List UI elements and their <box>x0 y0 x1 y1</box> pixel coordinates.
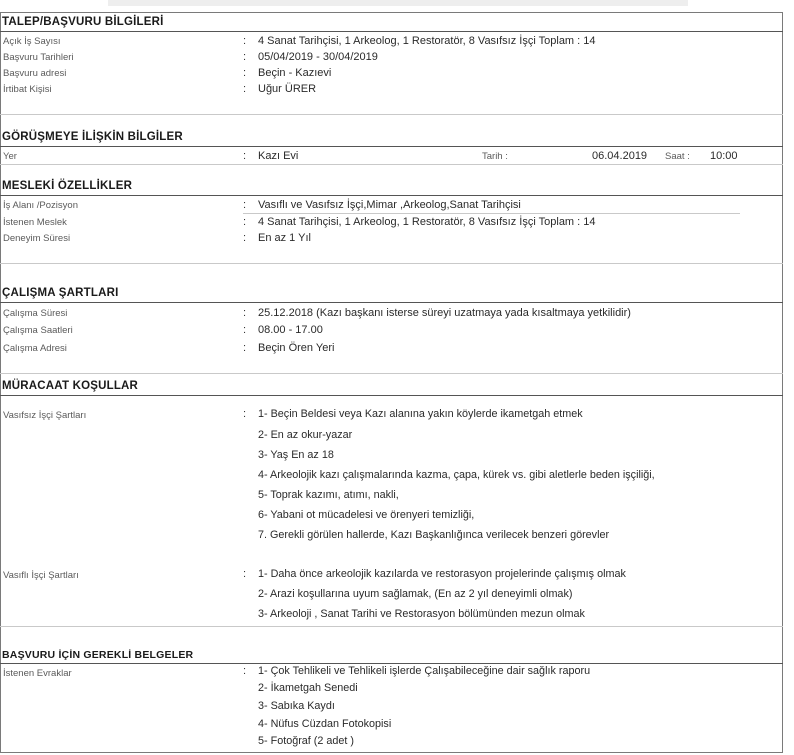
colon: : <box>243 67 247 79</box>
list-item: 2- En az okur-yazar <box>258 429 353 441</box>
section-divider <box>0 195 783 196</box>
field-value: 25.12.2018 (Kazı başkanı isterse süreyi uzatmaya yada kısaltmaya yetkilidir) <box>258 307 631 319</box>
calisma-row <box>0 322 783 338</box>
field-value: Kazı Evi <box>258 150 299 162</box>
vasifli-label: Vasıflı İşçi Şartları <box>3 570 79 581</box>
section-divider <box>0 395 783 396</box>
calisma-row <box>0 340 783 356</box>
list-item: 3- Sabıka Kaydı <box>258 700 335 712</box>
list-item: 4- Nüfus Cüzdan Fotokopisi <box>258 718 392 730</box>
field-value: 4 Sanat Tarihçisi, 1 Arkeolog, 1 Restoratör, 8 Vasıfsız İşçi Toplam : 14 <box>258 35 596 47</box>
field-value: 05/04/2019 - 30/04/2019 <box>258 51 378 63</box>
section-title-calisma: ÇALIŞMA ŞARTLARI <box>2 287 119 299</box>
meslek-row <box>0 197 783 213</box>
section-title-meslek: MESLEKİ ÖZELLİKLER <box>2 180 133 192</box>
scan-artifact-band <box>108 0 688 6</box>
section-title-gorusme: GÖRÜŞMEYE İLİŞKİN BİLGİLER <box>2 131 183 143</box>
field-label: Çalışma Saatleri <box>3 325 73 336</box>
colon: : <box>243 568 247 580</box>
list-item: 7. Gerekli görülen hallerde, Kazı Başkanlığınca verilecek benzeri görevler <box>258 529 610 541</box>
colon: : <box>243 342 247 354</box>
talep-row <box>0 81 783 97</box>
list-item: 1- Beçin Beldesi veya Kazı alanına yakın köylerde ikametgah etmek <box>258 408 583 420</box>
section-separator <box>0 164 783 165</box>
list-item: 5- Fotoğraf (2 adet ) <box>258 735 355 747</box>
colon: : <box>243 307 247 319</box>
section-title-talep: TALEP/BAŞVURU BİLGİLERİ <box>2 16 164 28</box>
colon: : <box>243 232 247 244</box>
talep-row <box>0 33 783 49</box>
colon: : <box>243 51 247 63</box>
meslek-row <box>0 214 783 230</box>
colon: : <box>243 83 247 95</box>
colon: : <box>243 150 247 162</box>
list-item: 6- Yabani ot mücadelesi ve örenyeri temizliği, <box>258 509 475 521</box>
date-label: Tarih : <box>482 151 508 162</box>
section-separator <box>0 263 783 264</box>
field-label: Açık İş Sayısı <box>3 36 61 47</box>
date-value: 06.04.2019 <box>592 150 648 162</box>
colon: : <box>243 199 247 211</box>
time-value: 10:00 <box>710 150 738 162</box>
field-value: Uğur ÜRER <box>258 83 317 95</box>
field-value: En az 1 Yıl <box>258 232 311 244</box>
field-value: 08.00 - 17.00 <box>258 324 323 336</box>
section-divider <box>0 146 783 147</box>
list-item: 2- Arazi koşullarına uyum sağlamak, (En az 2 yıl deneyimli olmak) <box>258 588 573 600</box>
colon: : <box>243 216 247 228</box>
section-divider <box>0 302 783 303</box>
vasifsiz-label: Vasıfsız İşçi Şartları <box>3 410 87 421</box>
field-label: Başvuru adresi <box>3 68 67 79</box>
time-label: Saat : <box>665 151 690 162</box>
field-label: Başvuru Tarihleri <box>3 52 74 63</box>
section-divider <box>0 663 783 664</box>
colon: : <box>243 324 247 336</box>
field-label: Çalışma Adresi <box>3 343 67 354</box>
field-label: İstenen Meslek <box>3 217 67 228</box>
list-item: 5- Toprak kazımı, atımı, nakli, <box>258 489 399 501</box>
list-item: 4- Arkeolojik kazı çalışmalarında kazma, çapa, kürek vs. gibi aletlerle beden işçiliği, <box>258 469 655 481</box>
field-label: İrtibat Kişisi <box>3 84 52 95</box>
section-divider <box>0 31 783 32</box>
evrak-label: İstenen Evraklar <box>3 668 72 679</box>
list-item: 3- Arkeoloji , Sanat Tarihi ve Restorasyon bölümünden mezun olmak <box>258 608 585 620</box>
field-label: Deneyim Süresi <box>3 233 71 244</box>
section-separator <box>0 373 783 374</box>
field-value: Beçin Ören Yeri <box>258 342 335 354</box>
section-separator <box>0 626 783 627</box>
section-title-belgeler: BAŞVURU İÇİN GEREKLİ BELGELER <box>2 649 194 661</box>
field-value: Vasıflı ve Vasıfsız İşçi,Mimar ,Arkeolog,Sanat Tarihçisi <box>258 199 521 211</box>
talep-row <box>0 65 783 81</box>
list-item: 2- İkametgah Senedi <box>258 682 358 694</box>
field-label: İş Alanı /Pozisyon <box>3 200 78 211</box>
list-item: 1- Daha önce arkeolojik kazılarda ve restorasyon projelerinde çalışmış olmak <box>258 568 626 580</box>
field-label: Yer <box>3 151 17 162</box>
field-label: Çalışma Süresi <box>3 308 68 319</box>
section-title-muracaat: MÜRACAAT KOŞULLAR <box>2 380 139 392</box>
gorusme-row <box>0 148 783 164</box>
talep-row <box>0 49 783 65</box>
list-item: 1- Çok Tehlikeli ve Tehlikeli işlerde Çalışabileceğine dair sağlık raporu <box>258 665 591 677</box>
colon: : <box>243 408 247 420</box>
field-value: Beçin - Kazıevi <box>258 67 332 79</box>
calisma-row <box>0 305 783 321</box>
meslek-row <box>0 230 783 246</box>
list-item: 3- Yaş En az 18 <box>258 449 334 461</box>
field-value: 4 Sanat Tarihçisi, 1 Arkeolog, 1 Restoratör, 8 Vasıfsız İşçi Toplam : 14 <box>258 216 596 228</box>
section-separator <box>0 114 783 115</box>
colon: : <box>243 665 247 677</box>
colon: : <box>243 35 247 47</box>
